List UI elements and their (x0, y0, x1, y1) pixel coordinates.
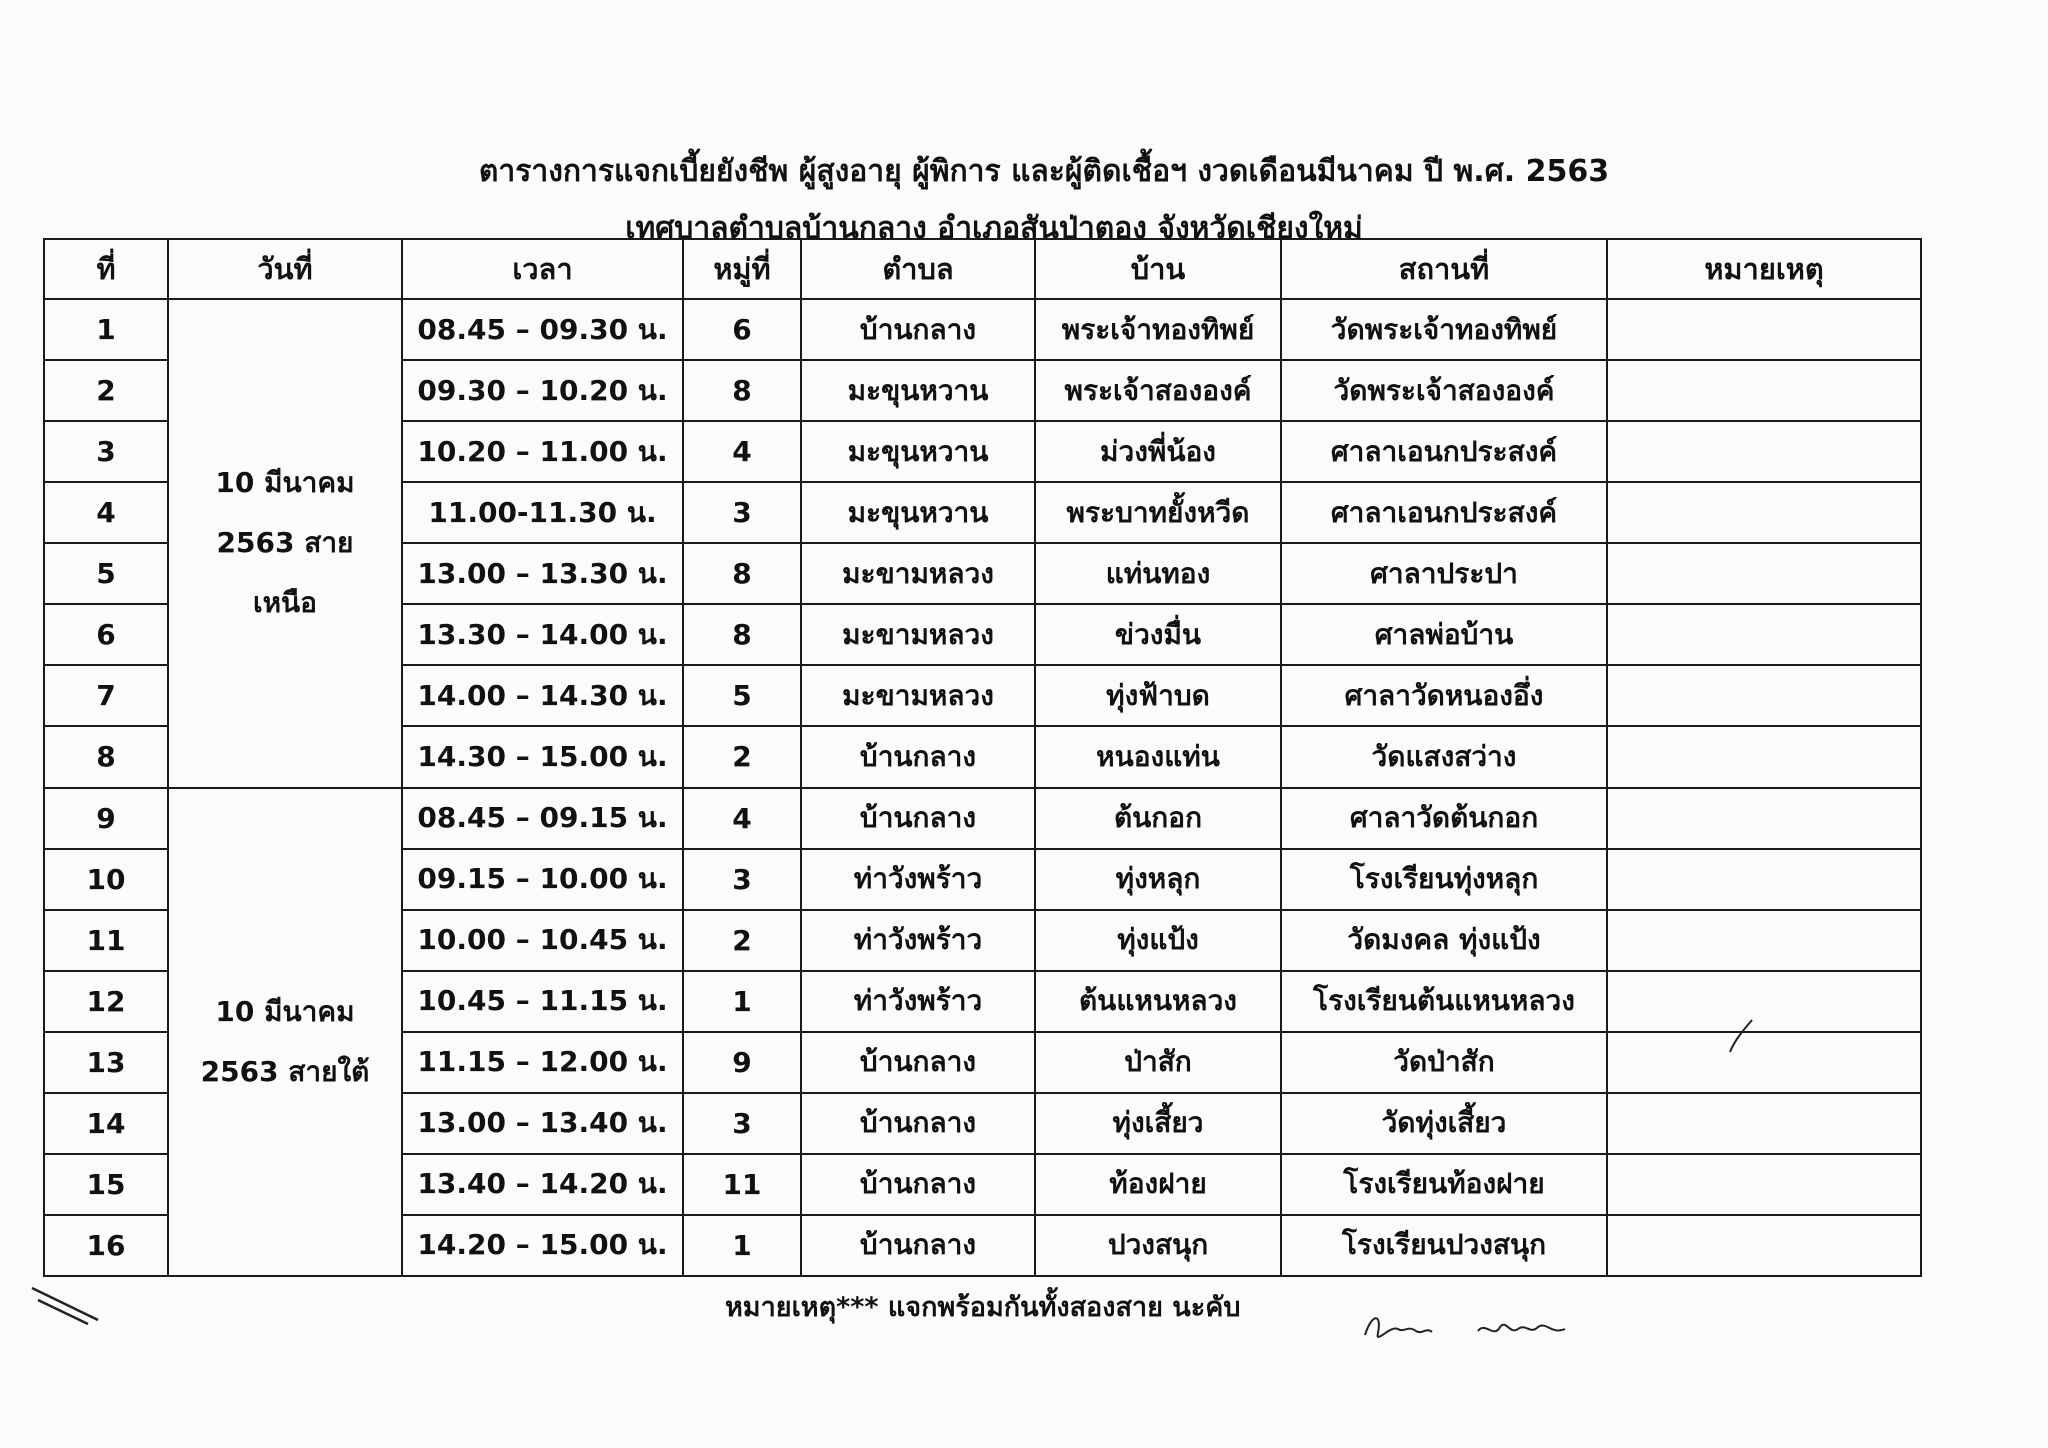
moo-cell: 8 (683, 360, 801, 421)
row-number: 4 (44, 482, 168, 543)
row-number: 3 (44, 421, 168, 482)
date-group-cell: 10 มีนาคม 2563 สายใต้ (168, 788, 402, 1277)
pen-tick-mark (1720, 1012, 1760, 1062)
row-number: 8 (44, 726, 168, 787)
village-cell: ต้นแหนหลวง (1035, 971, 1281, 1032)
row-number: 10 (44, 849, 168, 910)
village-cell: ทุ่งฟ้าบด (1035, 665, 1281, 726)
table-row (44, 299, 1921, 360)
remark-cell (1607, 910, 1921, 971)
footnote: หมายเหตุ*** แจกพร้อมกันทั้งสองสาย นะคับ (725, 1292, 1241, 1323)
village-cell: แท่นทอง (1035, 543, 1281, 604)
moo-cell: 9 (683, 1032, 801, 1093)
moo-cell: 3 (683, 482, 801, 543)
row-number: 15 (44, 1154, 168, 1215)
moo-cell: 3 (683, 849, 801, 910)
village-cell: พระเจ้าสององค์ (1035, 360, 1281, 421)
village-cell: ทุ่งหลุก (1035, 849, 1281, 910)
remark-cell (1607, 1093, 1921, 1154)
village-cell: ม่วงพี่น้อง (1035, 421, 1281, 482)
row-number: 13 (44, 1032, 168, 1093)
remark-cell (1607, 299, 1921, 360)
remark-cell (1607, 482, 1921, 543)
tambon-cell: บ้านกลาง (801, 1215, 1035, 1276)
place-cell: วัดแสงสว่าง (1281, 726, 1607, 787)
moo-cell: 1 (683, 1215, 801, 1276)
time-cell: 13.40 – 14.20 น. (402, 1154, 683, 1215)
row-number: 5 (44, 543, 168, 604)
time-cell: 10.00 – 10.45 น. (402, 910, 683, 971)
pen-scratch-mark (28, 1280, 108, 1330)
village-cell: พระบาทยั้งหวีด (1035, 482, 1281, 543)
remark-cell (1607, 849, 1921, 910)
place-cell: ศาลาประปา (1281, 543, 1607, 604)
village-cell: หนองแท่น (1035, 726, 1281, 787)
table-header-row (44, 239, 1921, 299)
tambon-cell: มะขุนหวาน (801, 360, 1035, 421)
tambon-cell: มะขามหลวง (801, 543, 1035, 604)
handwritten-signature (1360, 1305, 1600, 1355)
tambon-cell: มะขุนหวาน (801, 421, 1035, 482)
tambon-cell: ท่าวังพร้าว (801, 971, 1035, 1032)
row-number: 1 (44, 299, 168, 360)
row-number: 9 (44, 788, 168, 849)
header-remark: หมายเหตุ (1607, 239, 1921, 299)
time-cell: 14.20 – 15.00 น. (402, 1215, 683, 1276)
place-cell: ศาลาวัดต้นกอก (1281, 788, 1607, 849)
moo-cell: 4 (683, 788, 801, 849)
place-cell: ศาลาเอนกประสงค์ (1281, 482, 1607, 543)
moo-cell: 4 (683, 421, 801, 482)
place-cell: วัดพระเจ้าทองทิพย์ (1281, 299, 1607, 360)
moo-cell: 2 (683, 726, 801, 787)
document-title-line1: ตารางการแจกเบี้ยยังชีพ ผู้สูงอายุ ผู้พิการ และผู้ติดเชื้อฯ งวดเดือนมีนาคม ปี พ.ศ. 2563 (478, 154, 1610, 189)
tambon-cell: บ้านกลาง (801, 788, 1035, 849)
row-number: 14 (44, 1093, 168, 1154)
tambon-cell: มะขามหลวง (801, 604, 1035, 665)
village-cell: ปวงสนุก (1035, 1215, 1281, 1276)
remark-cell (1607, 726, 1921, 787)
time-cell: 10.45 – 11.15 น. (402, 971, 683, 1032)
header-no: ที่ (44, 239, 168, 299)
moo-cell: 2 (683, 910, 801, 971)
time-cell: 11.00-11.30 น. (402, 482, 683, 543)
date-group-cell: 10 มีนาคม 2563 สายเหนือ (168, 299, 402, 788)
village-cell: พระเจ้าทองทิพย์ (1035, 299, 1281, 360)
tambon-cell: บ้านกลาง (801, 1032, 1035, 1093)
remark-cell (1607, 1215, 1921, 1276)
moo-cell: 6 (683, 299, 801, 360)
tambon-cell: บ้านกลาง (801, 1093, 1035, 1154)
place-cell: วัดป่าสัก (1281, 1032, 1607, 1093)
place-cell: วัดพระเจ้าสององค์ (1281, 360, 1607, 421)
row-number: 12 (44, 971, 168, 1032)
place-cell: วัดทุ่งเสี้ยว (1281, 1093, 1607, 1154)
time-cell: 14.30 – 15.00 น. (402, 726, 683, 787)
moo-cell: 3 (683, 1093, 801, 1154)
village-cell: ต้นกอก (1035, 788, 1281, 849)
place-cell: โรงเรียนต้นแหนหลวง (1281, 971, 1607, 1032)
remark-cell (1607, 1154, 1921, 1215)
moo-cell: 11 (683, 1154, 801, 1215)
time-cell: 08.45 – 09.15 น. (402, 788, 683, 849)
document-title-line2: เทศบาลตำบลบ้านกลาง อำเภอสันป่าตอง จังหวัดเชียงใหม่ (625, 211, 1363, 246)
header-tambon: ตำบล (801, 239, 1035, 299)
remark-cell (1607, 360, 1921, 421)
tambon-cell: บ้านกลาง (801, 726, 1035, 787)
place-cell: โรงเรียนทุ่งหลุก (1281, 849, 1607, 910)
time-cell: 09.30 – 10.20 น. (402, 360, 683, 421)
distribution-schedule-table (43, 238, 1922, 1277)
time-cell: 10.20 – 11.00 น. (402, 421, 683, 482)
place-cell: ศาลาเอนกประสงค์ (1281, 421, 1607, 482)
header-village: บ้าน (1035, 239, 1281, 299)
moo-cell: 1 (683, 971, 801, 1032)
moo-cell: 8 (683, 604, 801, 665)
row-number: 6 (44, 604, 168, 665)
tambon-cell: มะขุนหวาน (801, 482, 1035, 543)
time-cell: 13.30 – 14.00 น. (402, 604, 683, 665)
village-cell: ทุ่งแป้ง (1035, 910, 1281, 971)
village-cell: ป่าสัก (1035, 1032, 1281, 1093)
tambon-cell: ท่าวังพร้าว (801, 910, 1035, 971)
village-cell: ทุ่งเสี้ยว (1035, 1093, 1281, 1154)
table-row (44, 788, 1921, 849)
tambon-cell: บ้านกลาง (801, 1154, 1035, 1215)
row-number: 16 (44, 1215, 168, 1276)
place-cell: วัดมงคล ทุ่งแป้ง (1281, 910, 1607, 971)
remark-cell (1607, 604, 1921, 665)
moo-cell: 8 (683, 543, 801, 604)
remark-cell (1607, 665, 1921, 726)
tambon-cell: บ้านกลาง (801, 299, 1035, 360)
place-cell: โรงเรียนปวงสนุก (1281, 1215, 1607, 1276)
remark-cell (1607, 788, 1921, 849)
row-number: 7 (44, 665, 168, 726)
row-number: 11 (44, 910, 168, 971)
remark-cell (1607, 421, 1921, 482)
time-cell: 11.15 – 12.00 น. (402, 1032, 683, 1093)
remark-cell (1607, 971, 1921, 1032)
tambon-cell: มะขามหลวง (801, 665, 1035, 726)
header-moo: หมู่ที่ (683, 239, 801, 299)
time-cell: 13.00 – 13.40 น. (402, 1093, 683, 1154)
time-cell: 13.00 – 13.30 น. (402, 543, 683, 604)
header-time: เวลา (402, 239, 683, 299)
table-body (44, 299, 1921, 1276)
header-place: สถานที่ (1281, 239, 1607, 299)
remark-cell (1607, 1032, 1921, 1093)
village-cell: ข่วงมื่น (1035, 604, 1281, 665)
remark-cell (1607, 543, 1921, 604)
place-cell: โรงเรียนท้องฝาย (1281, 1154, 1607, 1215)
tambon-cell: ท่าวังพร้าว (801, 849, 1035, 910)
moo-cell: 5 (683, 665, 801, 726)
place-cell: ศาลาวัดหนองอึ่ง (1281, 665, 1607, 726)
place-cell: ศาลพ่อบ้าน (1281, 604, 1607, 665)
village-cell: ท้องฝาย (1035, 1154, 1281, 1215)
row-number: 2 (44, 360, 168, 421)
header-date: วันที่ (168, 239, 402, 299)
time-cell: 14.00 – 14.30 น. (402, 665, 683, 726)
time-cell: 08.45 – 09.30 น. (402, 299, 683, 360)
time-cell: 09.15 – 10.00 น. (402, 849, 683, 910)
